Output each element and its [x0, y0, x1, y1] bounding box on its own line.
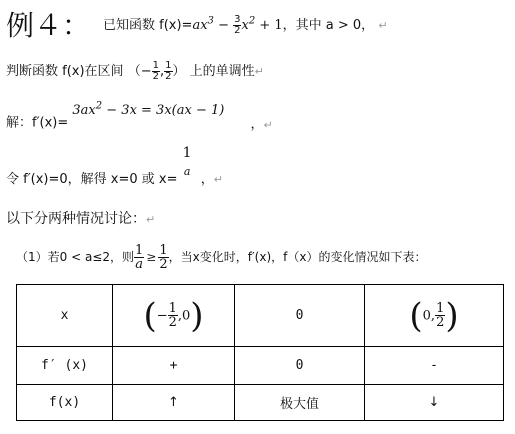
- derivative-value-zero: 0: [235, 347, 365, 385]
- fraction-half: $\frac{1}{2}$: [165, 60, 172, 82]
- increasing-arrow-icon: ↑: [113, 385, 235, 421]
- roots-line: [6, 146, 223, 187]
- case-one-description: ，当x变化时，f′(x)，f（x）的变化情况如下表：: [168, 250, 427, 264]
- fraction-three-halves: $\frac{3}{2}$: [234, 14, 241, 36]
- critical-point-zero: 0: [235, 285, 365, 347]
- table-row-derivative: [17, 347, 504, 385]
- minus-sign: −: [140, 64, 152, 79]
- case-one-line: [16, 244, 426, 271]
- fraction-one-over-a: 1 a: [182, 145, 192, 178]
- paragraph-mark: ↵: [378, 19, 388, 32]
- derivative-label: 解：f′(x)=: [6, 115, 69, 131]
- cases-intro: 以下分两种情况讨论：: [6, 211, 146, 227]
- comma: ,: [159, 64, 165, 79]
- question-line: [6, 60, 264, 82]
- paragraph-mark: ↵: [146, 213, 156, 226]
- interval-right: (0, $\frac{1}{2}$ ): [365, 285, 504, 347]
- term-x2: $x^2$: [241, 15, 256, 33]
- paragraph-mark: ↵: [254, 65, 264, 78]
- row-header-derivative: f′ (x): [17, 347, 113, 385]
- interval-left: (− $\frac{1}{2}$ ,0): [113, 285, 235, 347]
- left-paren: （: [127, 64, 141, 79]
- term-plus-one: + 1: [259, 18, 283, 33]
- geq-sign: ≥: [146, 250, 157, 264]
- table-row-function: [17, 385, 504, 421]
- fraction-half: $\frac{1}{2}$: [159, 243, 168, 272]
- fraction-one-over-a: $\frac{1}{a}$: [135, 243, 144, 272]
- case-one-condition: （1）若0 < a≤2，则: [16, 250, 134, 264]
- variation-table: [16, 284, 504, 421]
- right-paren: ）: [172, 64, 186, 79]
- question-tail: 上的单调性: [189, 64, 255, 79]
- row-header-function: f(x): [17, 385, 113, 421]
- example-heading: [6, 4, 90, 44]
- derivative-expression: $3ax^2 - 3x = 3x(ax - 1)$: [72, 101, 225, 119]
- question-text: 判断函数 f(x)在区间: [6, 64, 124, 79]
- row-header-x: x: [17, 285, 113, 347]
- derivative-sign-right: -: [365, 347, 504, 385]
- derivative-sign-left: +: [113, 347, 235, 385]
- function-condition: ，其中 a > 0，: [282, 18, 375, 33]
- decreasing-arrow-icon: ↓: [365, 385, 504, 421]
- paragraph-mark: ↵: [263, 118, 273, 132]
- paragraph-mark: ↵: [213, 173, 223, 186]
- function-intro: 已知函数 f(x)=: [103, 18, 193, 33]
- comma: ，: [200, 172, 214, 187]
- function-definition: [103, 14, 388, 36]
- table-row-x: [17, 285, 504, 347]
- fraction-half: $\frac{1}{2}$: [152, 60, 159, 82]
- derivative-line: [6, 101, 273, 132]
- example-label: 例４：: [6, 9, 91, 42]
- roots-label: 令 f′(x)=0，解得 x=0 或 x=: [6, 172, 178, 187]
- minus-sign: −: [218, 18, 229, 33]
- cases-intro-line: [6, 208, 155, 228]
- term-ax3: $ax^3$: [192, 15, 214, 33]
- local-maximum-label: 极大值: [235, 385, 365, 421]
- comma: ，: [250, 117, 264, 133]
